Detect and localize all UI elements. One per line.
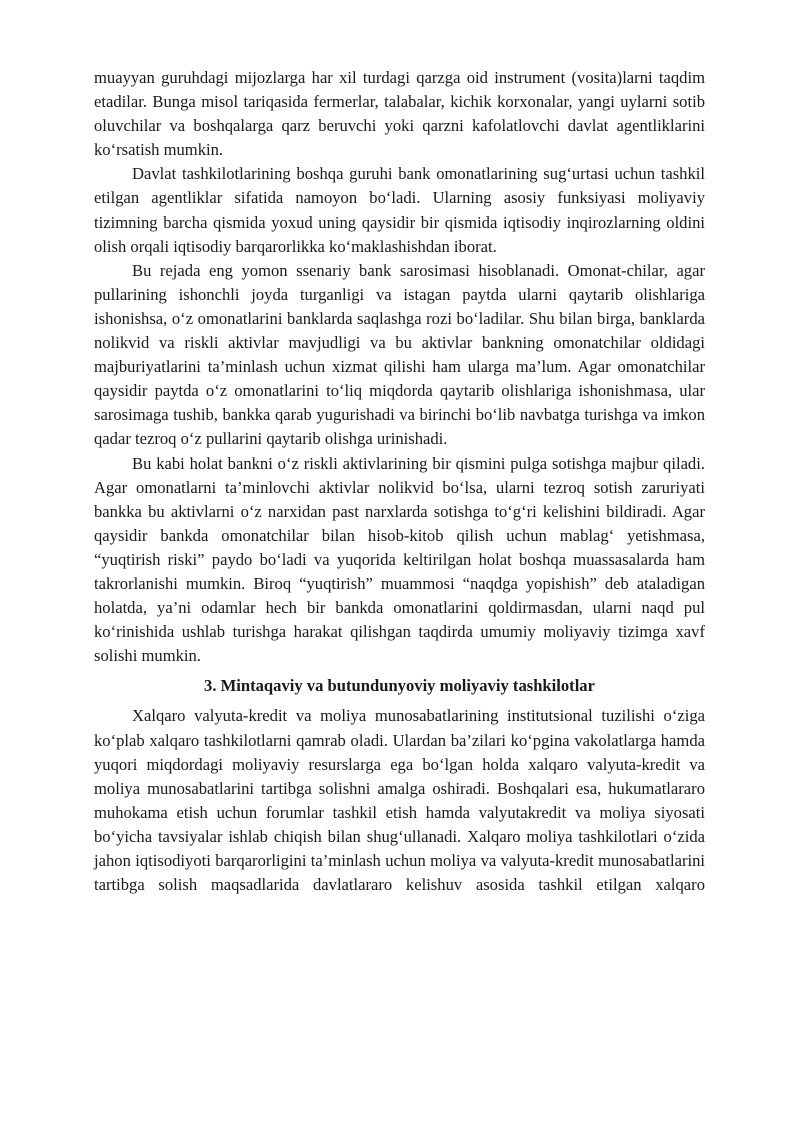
paragraph-intro-continued: muayyan guruhdagi mijozlarga har xil turdagi qarzga oid instrument (vosita)larni taqdim etadilar. Bunga misol tariqasida fermerlar, talabalar, kichik korxonalar, yangi uylarni sotib oluvchilar va boshqalarga qarz beruvchi yoki qarzni kafolatlovchi davlat agentliklarini ko‘rsatish mumkin. (94, 68, 705, 160)
paragraph-deposit-insurance: Davlat tashkilotlarining boshqa guruhi bank omonatlarining sug‘urtasi uchun tashkil etilgan agentliklar sifatida namoyon bo‘ladi. Ularning asosiy funksiyasi moliyaviy tizimning barcha qismida yoxud uning qaysidir bir qismida iqtisodiy inqirozlarning oldini olish orqali iqtisodiy barqarorlikka ko‘maklashishdan iborat. (94, 164, 705, 256)
section-heading: 3. Mintaqaviy va butundunyoviy moliyaviy tashkilotlar (204, 676, 595, 696)
document-page (94, 66, 705, 897)
paragraph-contagion-risk: Bu kabi holat bankni o‘z riskli aktivlarining bir qismini pulga sotishga majbur qiladi. Agar omonatlarni ta’minlovchi aktivlar nolikvid bo‘lsa, ularni tezroq sotish zaruriyati bankka bu aktivlarni o‘z narxidan past narxlarda sotishga to‘g‘ri kelishini bildiradi. Agar qaysidir bankda omonatchilar bilan hisob-kitob qilish uchun mablag‘ yetishmasa, “yuqtirish riski” paydo bo‘ladi va yuqorida keltirilgan holat boshqa muassasalarda ham takrorlanishi mumkin. Biroq “yuqtirish” muammosi “naqdga yopishish” deb ataladigan holatda, ya’ni odamlar hech bir bankda omonatlarini qoldirmasdan, ularni naqd pul ko‘rinishida ushlab turishga harakat qilishgan taqdirda umumiy moliyaviy tizimga xavf solishi mumkin. (94, 453, 705, 666)
paragraph-international-institutions: Xalqaro valyuta-kredit va moliya munosabatlarining institutsional tuzilishi o‘ziga ko‘plab xalqaro tashkilotlarni qamrab oladi. Ulardan ba’zilari ko‘pgina vakolatlarga hamda yuqori miqdordagi moliyaviy resurslarga ega bo‘lgan holda xalqaro valyuta-kredit va moliya munosabatlarini tartibga solishni amalga oshiradi. Boshqalari esa, hukumatlararo muhokama etish uchun forumlar tashkil etish hamda valyutakredit va moliya siyosati bo‘yicha tavsiyalar ishlab chiqish bilan shug‘ullanadi. Xalqaro moliya tashkilotlari o‘zida jahon iqtisodiyoti barqarorligini ta’minlash uchun moliya va valyuta-kredit munosabatlarini tartibga solish maqsadlarida davlatlararo kelishuv asosida tashkil etilgan xalqaro (94, 706, 705, 895)
paragraph-bank-panic: Bu rejada eng yomon ssenariy bank sarosimasi hisoblanadi. Omonat-chilar, agar pullarining ishonchli joyda turganligi va istagan paytda ularni qaytarib olishlariga ishonishsa, o‘z omonatlarini banklarda saqlashga rozi bo‘ladilar. Shu bilan birga, banklarda nolikvid va riskli aktivlar mavjudligi va bu aktivlar bankning omonatchilar oldidagi majburiyatlarini ta’minlash uchun xizmat qilishi ham ularga ma’lum. Agar omonatchilar qaysidir paytda o‘z omonatlarini to‘liq miqdorda qaytarib olishlariga ishonishmasa, ular sarosimaga tushib, bankka qarab yugurishadi va birinchi bo‘lib navbatga turishga va imkon qadar tezroq o‘z pullarini qaytarib olishga urinishadi. (94, 260, 705, 449)
